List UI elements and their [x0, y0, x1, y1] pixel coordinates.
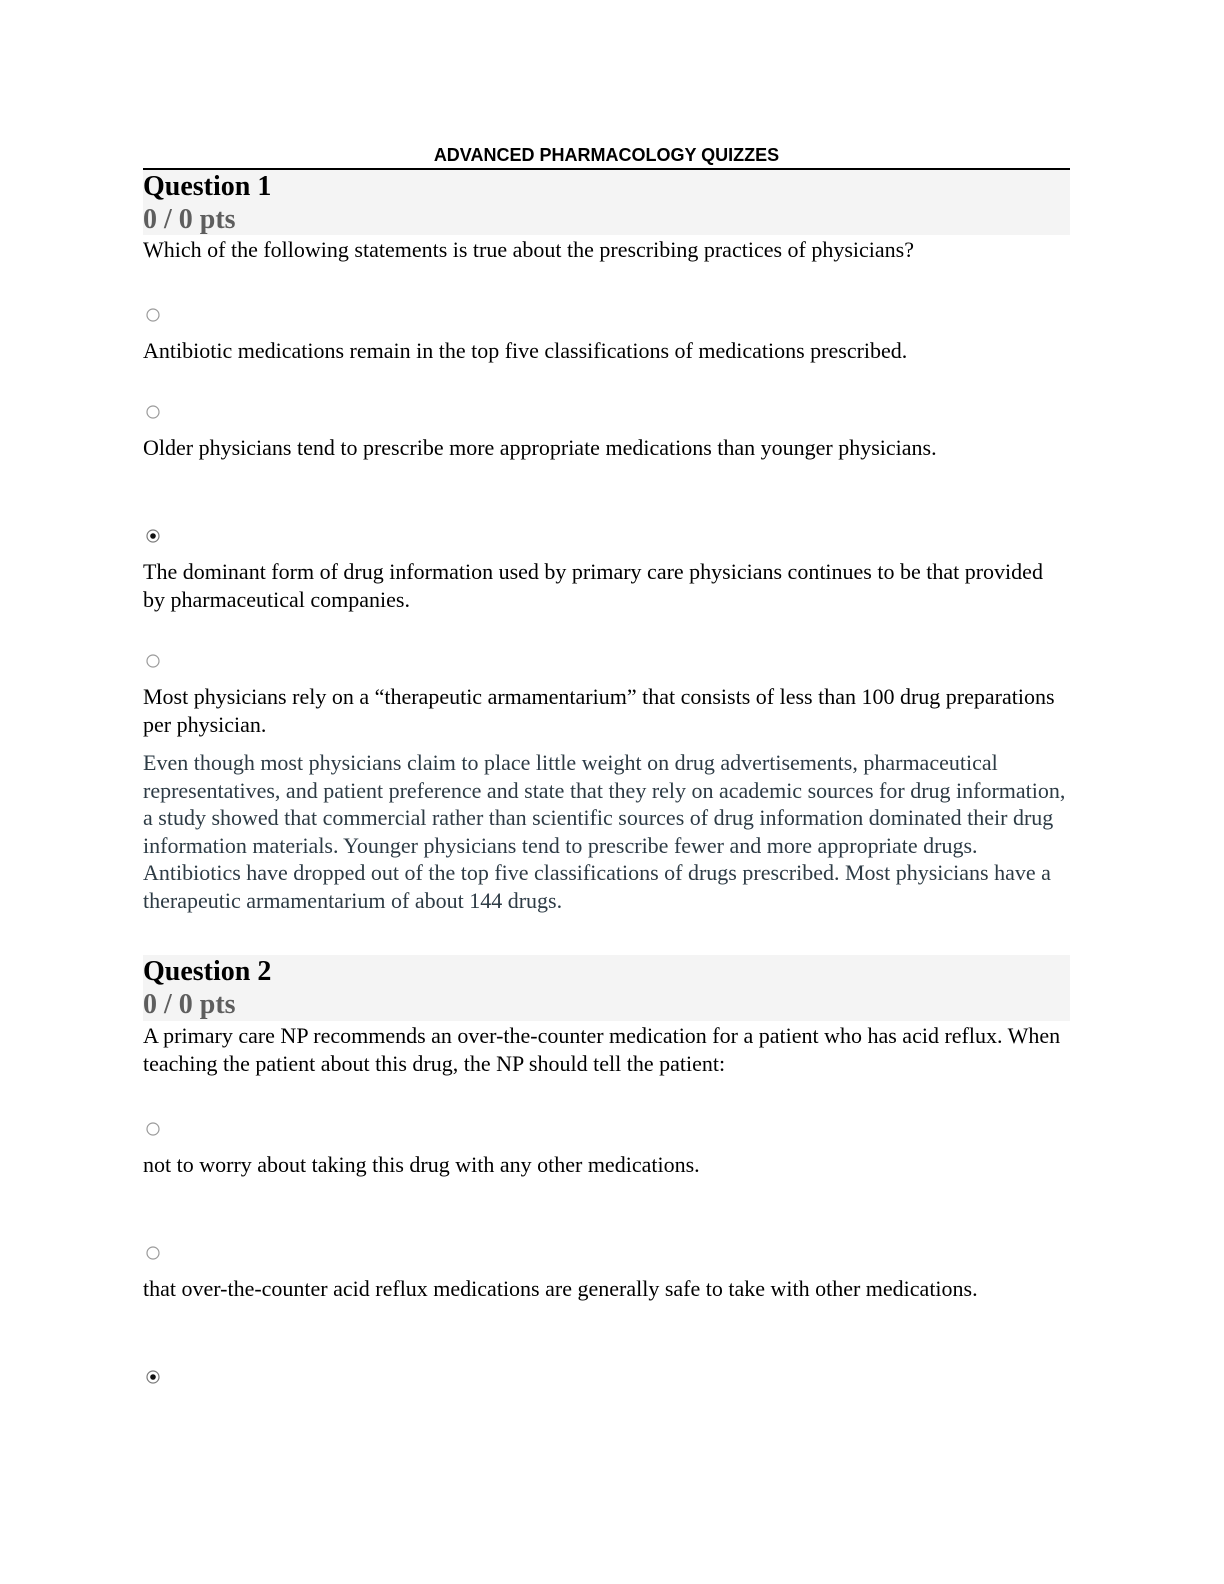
answer-option: not to worry about taking this drug with any other medications.: [143, 1152, 700, 1177]
radio-button-selected[interactable]: [146, 1370, 160, 1384]
radio-button-unselected[interactable]: [146, 308, 160, 322]
answer-option: The dominant form of drug information used by primary care physicians continues to be that provided by pharmaceutical companies.: [143, 559, 1043, 612]
document-title: ADVANCED PHARMACOLOGY QUIZZES: [143, 144, 1070, 170]
answer-option: Antibiotic medications remain in the top five classifications of medications prescribed.: [143, 338, 908, 363]
question-points: 0 / 0 pts: [143, 204, 236, 235]
question-prompt: A primary care NP recommends an over-the-counter medication for a patient who has acid reflux. When teaching the patient about this drug, the NP should tell the patient:: [143, 1023, 1061, 1076]
question-title: Question 1: [143, 171, 272, 202]
radio-button-selected[interactable]: [146, 529, 160, 543]
radio-button-unselected[interactable]: [146, 405, 160, 419]
answer-option: Older physicians tend to prescribe more appropriate medications than younger physicians.: [143, 435, 937, 460]
question-points: 0 / 0 pts: [143, 989, 236, 1020]
radio-button-unselected[interactable]: [146, 654, 160, 668]
radio-button-unselected[interactable]: [146, 1122, 160, 1136]
question-prompt: Which of the following statements is true about the prescribing practices of physicians?: [143, 237, 914, 262]
question-title: Question 2: [143, 956, 272, 987]
question-header: [143, 955, 1070, 1021]
question-header: [143, 170, 1070, 235]
answer-feedback: Even though most physicians claim to place little weight on drug advertisements, pharmaceutical representatives, and patient preference and state that they rely on academic sources for drug information, a study showed that commercial rather than scientific sources of drug information dominated their drug information materials. Younger physicians tend to prescribe fewer and more appropriate drugs. Antibiotics have dropped out of the top five classifications of drugs prescribed. Most physicians have a therapeutic armamentarium of about 144 drugs.: [143, 750, 1066, 913]
radio-button-unselected[interactable]: [146, 1246, 160, 1260]
answer-option: Most physicians rely on a “therapeutic armamentarium” that consists of less than 100 drug preparations per physician.: [143, 684, 1055, 737]
answer-option: that over-the-counter acid reflux medications are generally safe to take with other medications.: [143, 1276, 978, 1301]
